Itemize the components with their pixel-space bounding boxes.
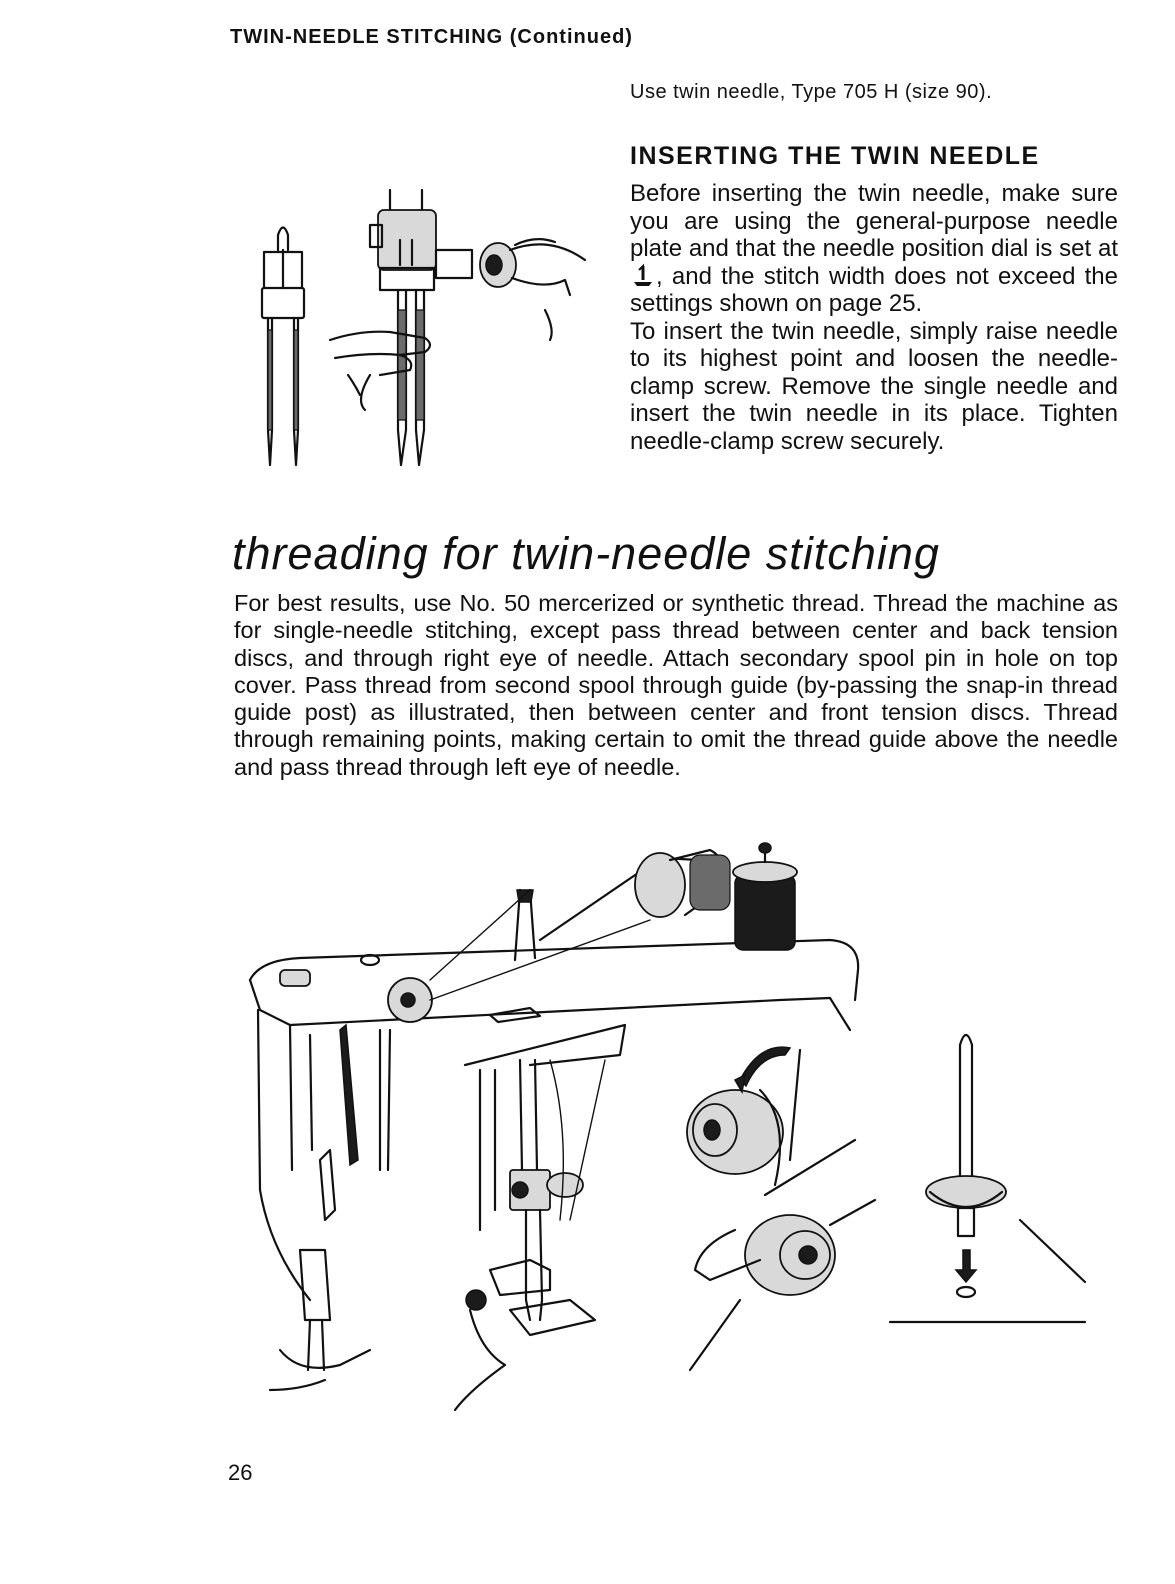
secondary-spool-pin-drawing: [890, 1035, 1085, 1322]
inserting-para1-end: , and the stitch width does not exceed the settings shown on page 25.: [630, 262, 1118, 317]
running-head: TWIN-NEEDLE STITCHING (Continued): [230, 26, 633, 48]
threading-heading: threading for twin-needle stitching: [232, 528, 940, 579]
inserting-paragraph-1: [630, 180, 1118, 318]
page-number: 26: [228, 1460, 253, 1485]
inserting-instructions: [630, 180, 1118, 455]
needle-position-center-icon: [630, 264, 656, 288]
needle-closeup-drawing: [455, 1025, 625, 1410]
inserting-paragraph-2: To insert the twin needle, simply raise needle to its highest point and loosen the needle-clamp screw. Remove the single needle and insert the twin needle in its place. Tighten needle-clamp screw securely.: [630, 317, 1118, 455]
needle-type-note: Use twin needle, Type 705 H (size 90).: [630, 81, 993, 103]
threading-instructions: For best results, use No. 50 mercerized or synthetic thread. Thread the machine as for single-needle stitching, except pass thread between center and back tension discs, and through right eye of needle. Attach secondary spool pin in hole on top cover. Pass thread from second spool through guide (by-passing the snap-in thread guide post) as illustrated, then between center and front tension discs. Thread through remaining points, making certain to omit the thread guide above the needle and pass thread through left eye of needle.: [234, 590, 1118, 780]
twin-needle-illustration: [250, 180, 610, 480]
needle-clamp-drawing: [370, 190, 585, 465]
loose-twin-needle-drawing: [262, 228, 304, 466]
tension-disc-upper-drawing: [687, 1047, 855, 1195]
inserting-para1-start: Before inserting the twin needle, make sure you are using the general-purpose needle plate and that the needle position dial is set at: [630, 180, 1118, 262]
threading-machine-illustration: [230, 830, 1130, 1430]
tension-disc-lower-drawing: [690, 1200, 875, 1370]
hand-holding-needle-drawing: [330, 310, 552, 410]
inserting-heading: INSERTING THE TWIN NEEDLE: [630, 142, 1040, 170]
